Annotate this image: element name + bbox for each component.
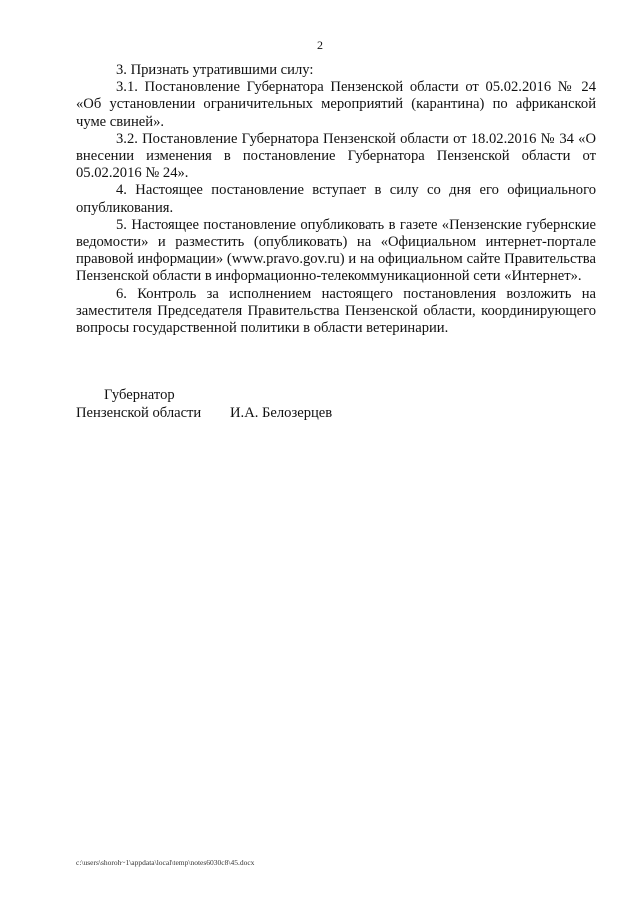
footer-file-path: c:\users\shoroh~1\appdata\local\temp\notes6030c8\45.docx	[76, 858, 255, 867]
paragraph-3-2: 3.2. Постановление Губернатора Пензенской области от 18.02.2016 № 34 «О внесении изменения в постановление Губернатора Пензенской области от 05.02.2016 № 24».	[76, 130, 596, 182]
signature-title: Губернатор	[104, 387, 175, 403]
paragraph-4: 4. Настоящее постановление вступает в силу со дня его официального опубликования.	[76, 182, 596, 216]
document-body	[76, 62, 596, 337]
signature-block	[76, 386, 332, 422]
paragraph-3-1: 3.1. Постановление Губернатора Пензенской области от 05.02.2016 № 24 «Об установлении ограничительных мероприятий (карантина) по африканской чуме свиней».	[76, 79, 596, 130]
paragraph-3: 3. Признать утратившими силу:	[116, 62, 314, 78]
paragraph-5: 5. Настоящее постановление опубликовать в газете «Пензенские губернские ведомости» и разместить (опубликовать) на «Официальном интернет-портале правовой информации» (www.pravo.gov.ru) и на официальном сайте Правительства Пензенской области в информационно-телекоммуникационной сети «Интернет».	[76, 216, 596, 285]
signature-line	[76, 404, 332, 422]
page-number: 2	[317, 38, 323, 52]
signature-name: И.А. Белозерцев	[230, 405, 333, 421]
signature-region: Пензенской области	[76, 405, 202, 421]
paragraph-6: 6. Контроль за исполнением настоящего постановления возложить на заместителя Председателя Правительства Пензенской области, координирующего вопросы государственной политики в области ветеринарии.	[76, 285, 596, 337]
